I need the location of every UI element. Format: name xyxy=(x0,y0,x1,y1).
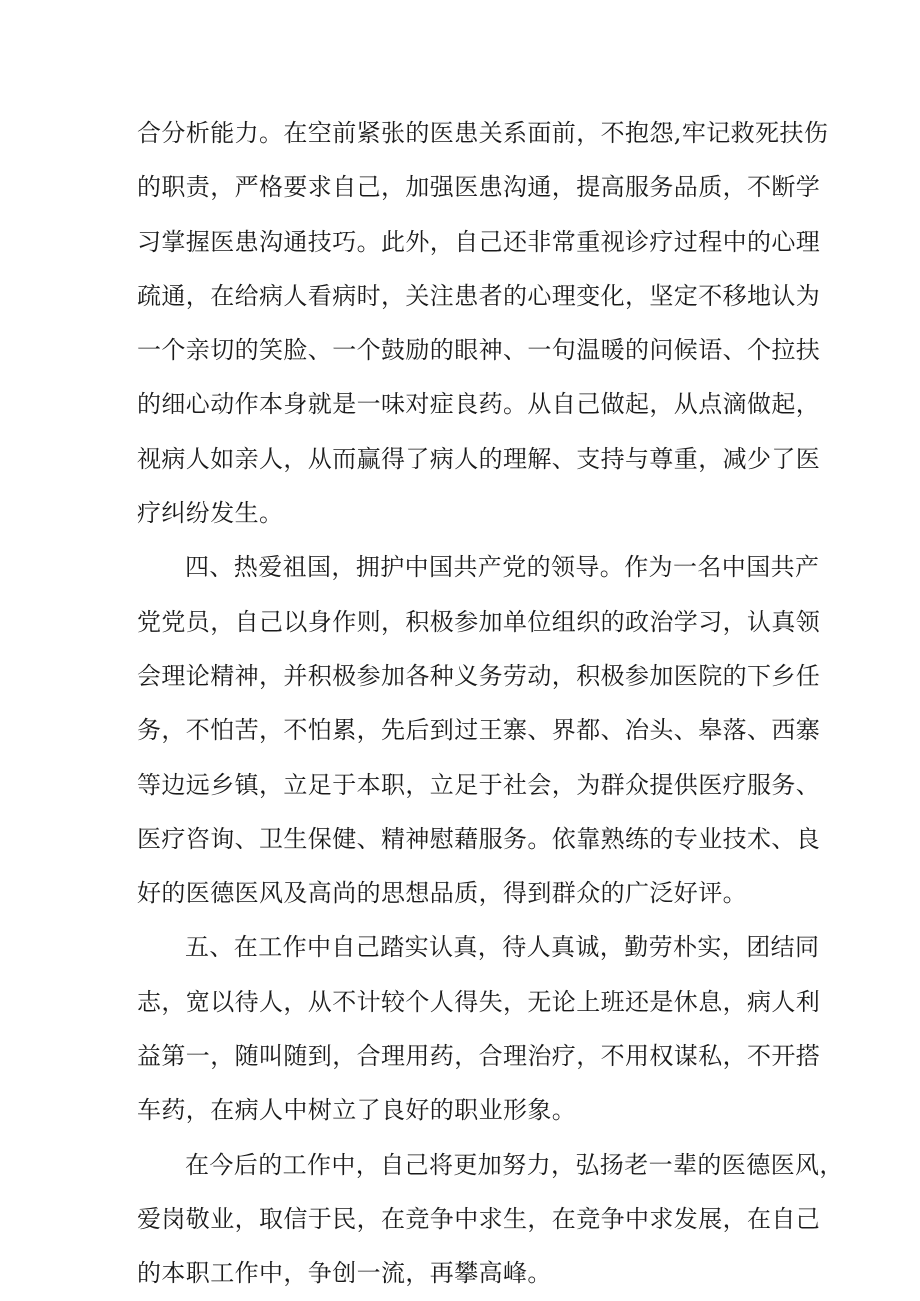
paragraph-2 xyxy=(137,540,821,920)
text-line: 疗纠纷发生。 xyxy=(137,499,284,528)
text-line: 疏通，在给病人看病时，关注患者的心理变化，坚定不移地认为 xyxy=(137,281,821,310)
paragraph-1 xyxy=(137,106,829,540)
text-line: 务，不怕苦，不怕累，先后到过王寨、界都、冶头、皋落、西寨 xyxy=(137,716,821,745)
text-line: 的职责，严格要求自己，加强医患沟通，提高服务品质，不断学 xyxy=(137,173,821,202)
text-line: 志，宽以待人，从不计较个人得失，无论上班还是休息，病人利 xyxy=(137,987,821,1016)
text-line: 的细心动作本身就是一味对症良药。从自己做起，从点滴做起， xyxy=(137,390,821,419)
text-line: 习掌握医患沟通技巧。此外，自己还非常重视诊疗过程中的心理 xyxy=(137,227,821,256)
text-line: 视病人如亲人，从而赢得了病人的理解、支持与尊重，减少了医 xyxy=(137,444,821,473)
text-line: 党党员，自己以身作则，积极参加单位组织的政治学习，认真领 xyxy=(137,607,821,636)
text-line: 五、在工作中自己踏实认真，待人真诚，勤劳朴实，团结同 xyxy=(185,933,820,962)
text-line: 益第一，随叫随到，合理用药，合理治疗，不用权谋私，不开搭 xyxy=(137,1042,821,1071)
paragraph-3 xyxy=(137,920,821,1137)
text-line: 车药，在病人中树立了良好的职业形象。 xyxy=(137,1096,577,1125)
text-line: 一个亲切的笑脸、一个鼓励的眼神、一句温暖的问候语、个拉扶 xyxy=(137,336,821,365)
text-line: 会理论精神，并积极参加各种义务劳动，积极参加医院的下乡任 xyxy=(137,661,821,690)
text-line: 合分析能力。在空前紧张的医患关系面前，不抱怨,牢记救死扶伤 xyxy=(137,119,829,147)
text-line: 爱岗敬业，取信于民，在竞争中求生，在竞争中求发展，在自己 xyxy=(137,1204,821,1233)
text-line: 医疗咨询、卫生保健、精神慰藉服务。依靠熟练的专业技术、良 xyxy=(137,824,821,853)
text-line: 四、热爱祖国，拥护中国共产党的领导。作为一名中国共产 xyxy=(185,553,820,582)
text-line: 等边远乡镇，立足于本职，立足于社会，为群众提供医疗服务、 xyxy=(137,770,821,799)
text-line: 在今后的工作中，自己将更加努力，弘扬老一辈的医德医风， xyxy=(185,1150,844,1179)
text-line: 好的医德医风及高尚的思想品质，得到群众的广泛好评。 xyxy=(137,879,747,908)
document-body xyxy=(137,106,844,1301)
paragraph-4 xyxy=(137,1138,844,1301)
text-line: 的本职工作中，争创一流，再攀高峰。 xyxy=(137,1259,552,1288)
